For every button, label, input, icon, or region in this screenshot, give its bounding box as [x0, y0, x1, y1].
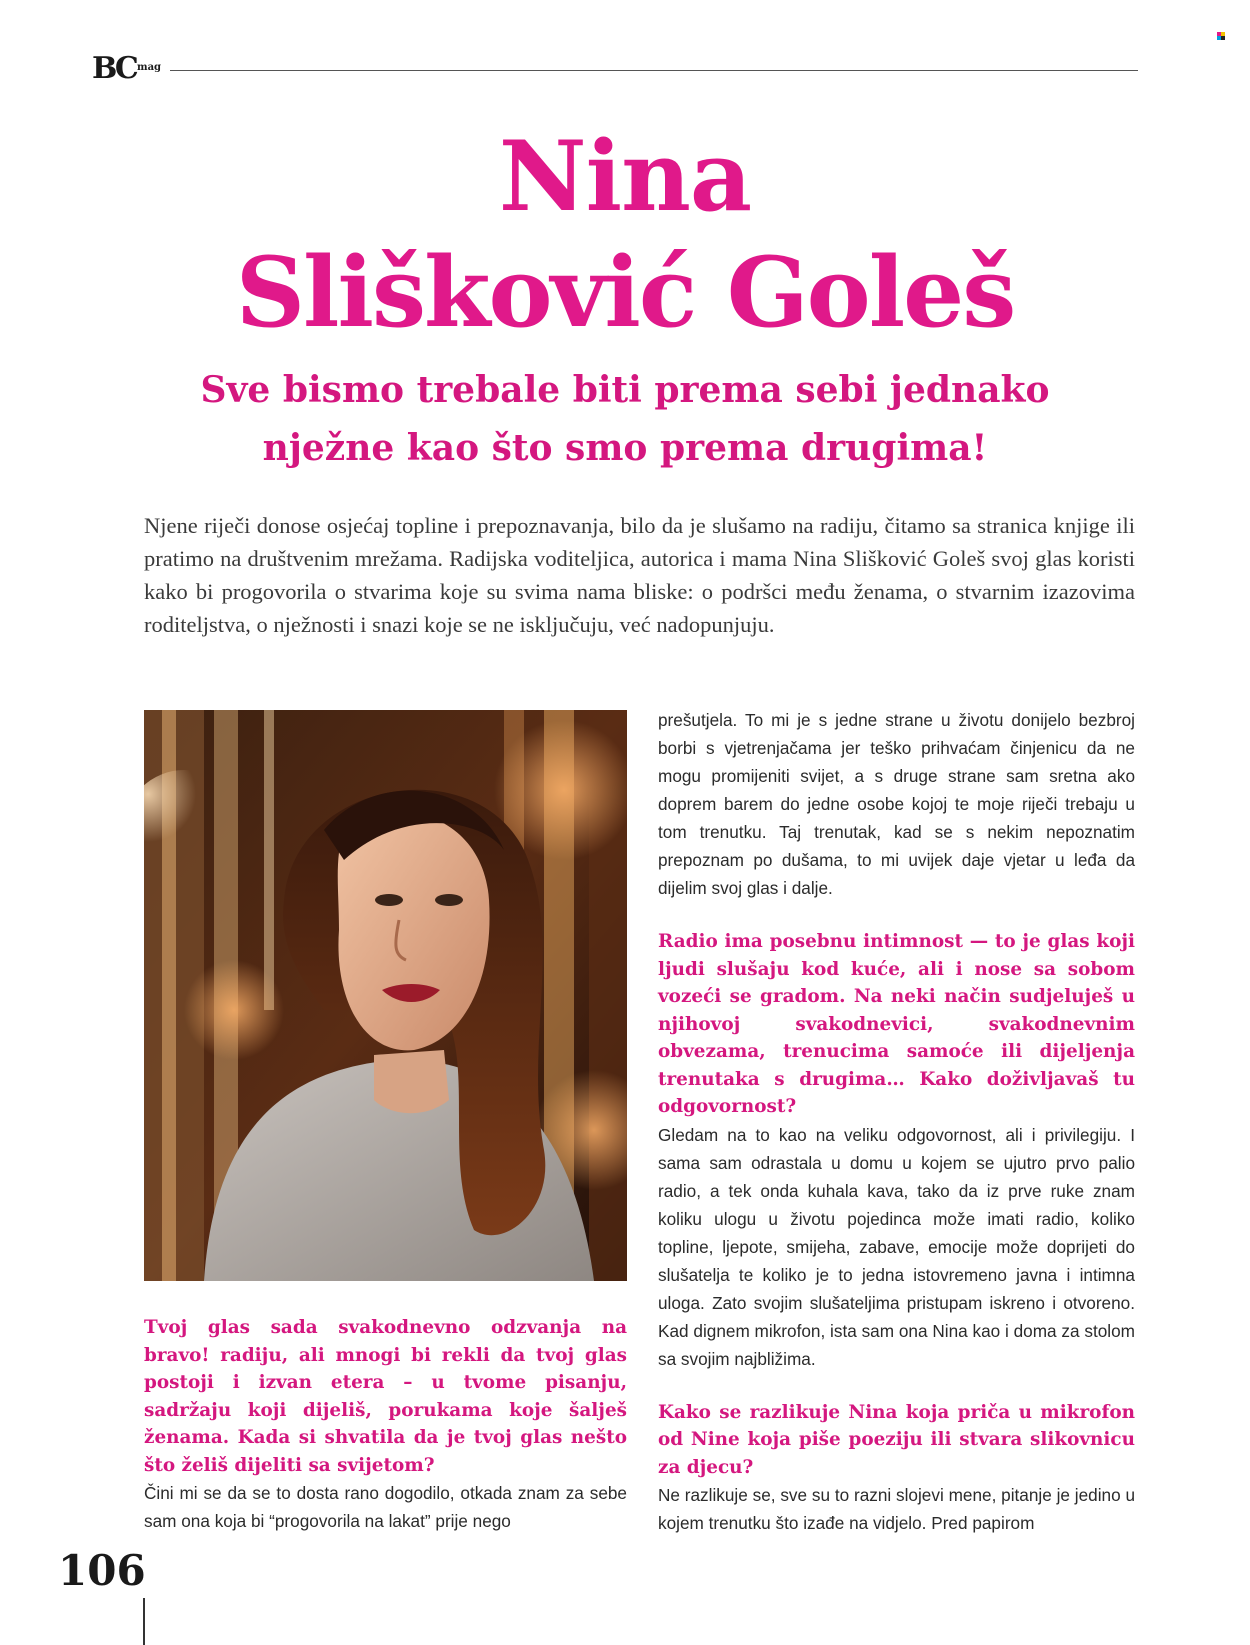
page-number: 106 [58, 1546, 146, 1595]
interview-question-1: Tvoj glas sada svakodnevno odzvanja na bravo! radiju, ali mnogi bi rekli da tvoj glas postoji i izvan etera – u tvome pisanju, sadržaju koji dijeliš, porukama koje šalješ ženama. Kada si shvatila da je tvoj glas nešto što želiš dijeliti sa svijetom? [144, 1317, 627, 1476]
interview-question-3: Kako se razlikuje Nina koja priča u mikrofon od Nine koja piše poeziju ili stvara slikovnicu za djecu? [658, 1401, 1135, 1478]
subtitle-line-1: Sve bismo trebale biti prema sebi jednako [200, 369, 1050, 411]
interview-answer-1: Čini mi se da se to dosta rano dogodilo, otkada znam za sebe sam ona koja bi “progovorila na lakat” prije nego [144, 1483, 627, 1531]
subtitle-line-2: nježne kao što smo prema drugima! [262, 427, 988, 469]
lead-paragraph: Njene riječi donose osjećaj topline i prepoznavanja, bilo da je slušamo na radiju, čitamo sa stranica knjige ili pratimo na društvenim mrežama. Radijska voditeljica, autorica i mama Nina Slišković Goleš svoj glas koristi kako bi progovorila o stvarima koje su svima nama bliske: o podršci među ženama, o stvarnim izazovima roditeljstva, o nježnosti i snazi koje se ne isključuju, već nadopunjuju. [144, 513, 1135, 637]
masthead [92, 50, 1138, 90]
color-registration-mark [1217, 32, 1225, 40]
interview-answer-2: Gledam na to kao na veliku odgovornost, ali i privilegiju. I sama sam odrastala u domu u kojem se ujutro prvo palio radio, a tek onda kuhala kava, tako da iz prve ruke znam koliku ulogu u životu pojedinca može imati radio, koliko topline, ljepote, smijeha, zabave, emocije može doprijeti do slušatelja te koliko je to jedna istovremeno javna i intimna uloga. Zato svojim slušateljima pristupam iskreno i otvoreno. Kad dignem mikrofon, ista sam ona Nina kao i doma za stolom sa svojim najbližima. [658, 1124, 1135, 1369]
interview-answer-3: Ne razlikuje se, sve su to razni slojevi mene, pitanje je jedino u kojem trenutku što izađe na vidjelo. Pred papirom [658, 1485, 1135, 1533]
interview-answer-1-continued: prešutjela. To mi je s jedne strane u životu donijelo bezbroj borbi s vjetrenjačama jer teško prihvaćam činjenicu da ne mogu promijeniti svijet, a s druge strane sam sretna ako doprem barem do jedne osobe kojoj te moje riječi trebaju u tom trenutku. Taj trenutak, kad se s nekim nepoznatim prepoznam po dušama, to mi uvijek daje vjetar u leđa da dijelim svoj glas i dalje. [658, 710, 1135, 898]
article-subtitle [0, 361, 1250, 477]
interview-question-2: Radio ima posebnu intimnost — to je glas koji ljudi slušaju kod kuće, ali i nose sa sobom vozeći se gradom. Na neki način sudjeluješ u njihovoj svakodnevici, svakodnevnim obvezama, trenucima samoće ili dijeljenja trenutaka s drugima… Kako doživljavaš tu odgovornost? [658, 931, 1135, 1117]
article-title-line-1: Nina [498, 120, 752, 233]
header-divider [170, 70, 1138, 71]
page-number-rule [143, 1598, 145, 1645]
portrait-photo [144, 710, 627, 1281]
magazine-logo: BC [92, 51, 136, 86]
magazine-logo-sub: mag [137, 62, 162, 73]
right-column [658, 706, 1135, 1537]
article-title-line-2: Slišković Goleš [235, 236, 1015, 349]
left-column [144, 1314, 627, 1535]
